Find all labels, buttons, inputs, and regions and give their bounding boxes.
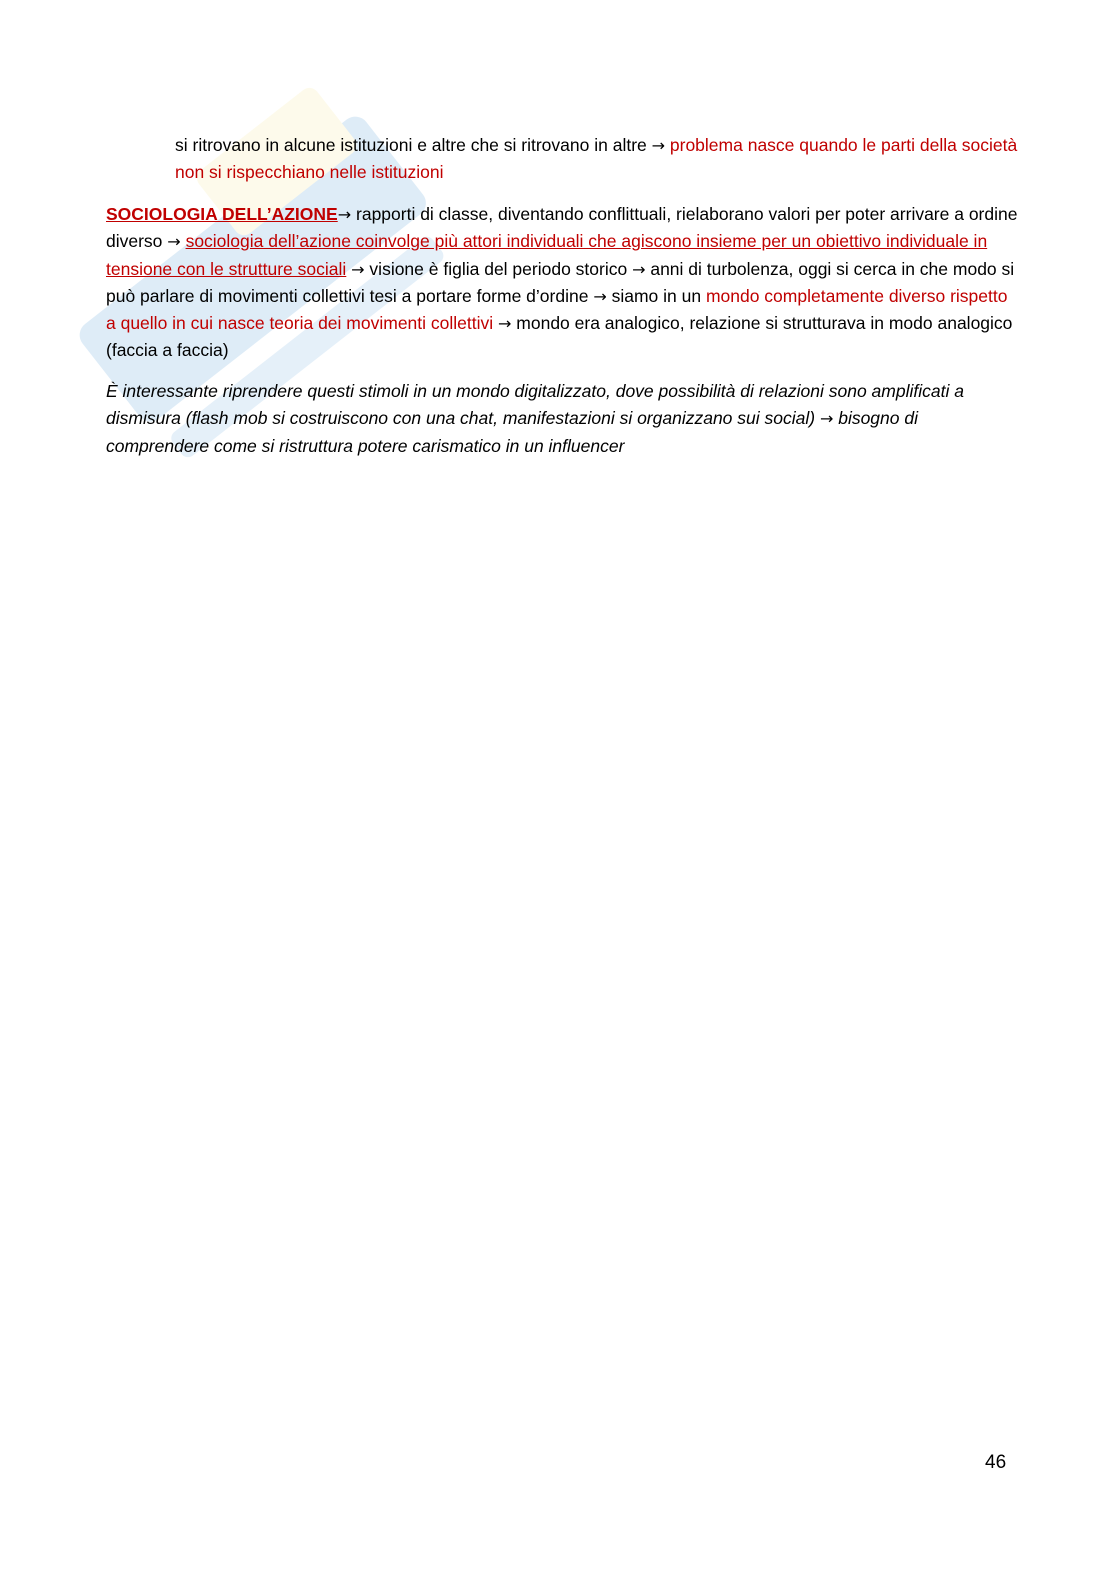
p1-highlight: problema nasce quando le parti della società non si rispecchiano nelle istituzioni bbox=[175, 135, 1018, 183]
arrow-icon: → bbox=[651, 136, 666, 155]
arrow-icon: → bbox=[593, 286, 607, 306]
p3-text-b: bisogno di comprendere come si ristruttura potere carismatico in un influencer bbox=[106, 408, 918, 456]
p2-text-c: visione è figlia del periodo storico bbox=[364, 258, 633, 279]
arrow-icon: → bbox=[819, 409, 834, 429]
arrow-icon: → bbox=[167, 232, 181, 252]
paragraph-italic bbox=[106, 378, 1021, 460]
p2-text-a: rapporti di classe, diventando conflittuali, rielaborano valori per poter arrivare a ordine diverso bbox=[106, 204, 1018, 252]
section-heading: SOCIOLOGIA DELL’AZIONE bbox=[106, 204, 338, 224]
paragraph-continuation bbox=[175, 132, 1020, 187]
arrow-icon: → bbox=[337, 205, 352, 224]
p2-highlight-red: mondo completamente diverso rispetto a quello in cui nasce teoria dei movimenti collettivi bbox=[106, 285, 1008, 334]
arrow-icon: → bbox=[632, 259, 646, 279]
page-number: 46 bbox=[985, 1452, 1007, 1473]
arrow-icon: → bbox=[351, 259, 365, 279]
paragraph-sociologia-azione bbox=[106, 201, 1021, 365]
p2-text-e: siamo in un bbox=[606, 285, 706, 306]
p3-text-a: È interessante riprendere questi stimoli in un mondo digitalizzato, dove possibilità di relazioni sono amplificati a dismisura (flash mob si costruiscono con una chat, manifestazioni si organizzano sui social) bbox=[106, 381, 964, 429]
p2-text-h: mondo era analogico, relazione si strutturava in modo analogico (faccia a faccia) bbox=[106, 313, 1013, 361]
p2-highlight-underlined: sociologia dell’azione coinvolge più attori individuali che agiscono insieme per un obiettivo individuale in tensione con le strutture sociali bbox=[106, 231, 988, 279]
p2-text-d: anni di turbolenza, oggi si cerca in che modo si può parlare di movimenti collettivi tesi a portare forme d’ordine bbox=[106, 258, 1015, 306]
arrow-icon: → bbox=[498, 314, 512, 334]
p1-text: si ritrovano in alcune istituzioni e altre che si ritrovano in altre bbox=[175, 135, 652, 155]
